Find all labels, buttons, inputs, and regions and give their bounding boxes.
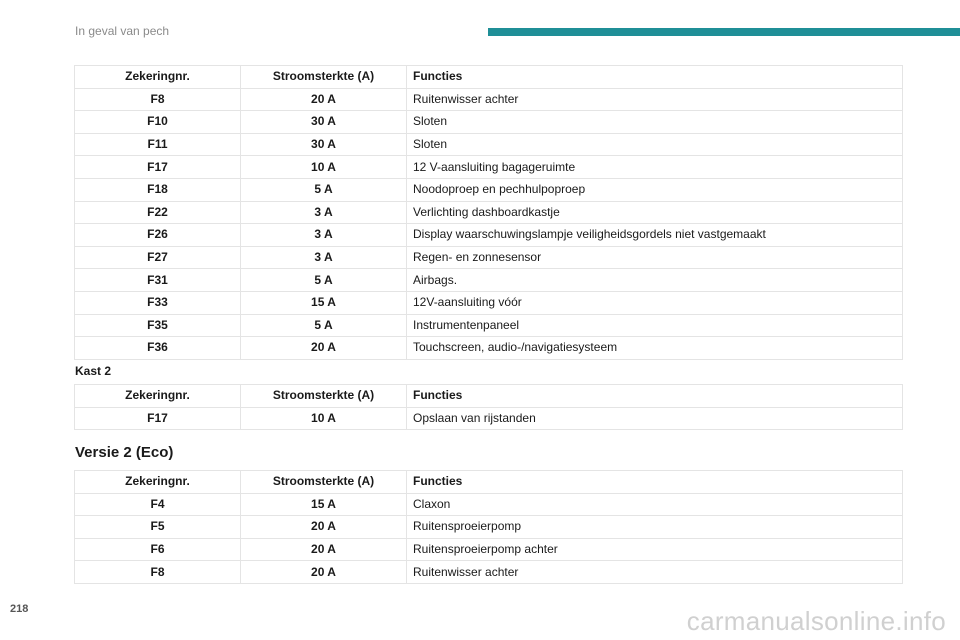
- fuse-number-cell: F4: [75, 493, 241, 516]
- page-number: 218: [10, 603, 29, 615]
- amperage-cell: 30 A: [241, 133, 407, 156]
- table-row: [75, 538, 903, 561]
- table-row: [75, 246, 903, 269]
- function-cell: Ruitenwisser achter: [407, 88, 903, 111]
- column-header-functions: Functies: [407, 471, 903, 494]
- function-cell: 12V-aansluiting vóór: [407, 291, 903, 314]
- table-header-row: [75, 385, 903, 408]
- function-cell: Noodoproep en pechhulpoproep: [407, 178, 903, 201]
- fuse-number-cell: F36: [75, 337, 241, 360]
- fuse-table-main: [74, 65, 903, 360]
- column-header-functions: Functies: [407, 66, 903, 89]
- amperage-cell: 5 A: [241, 269, 407, 292]
- function-cell: Sloten: [407, 111, 903, 134]
- table-row: [75, 561, 903, 584]
- fuse-number-cell: F10: [75, 111, 241, 134]
- versie2-title: Versie 2 (Eco): [75, 444, 174, 461]
- fuse-table-versie2: [74, 470, 903, 584]
- amperage-cell: 20 A: [241, 88, 407, 111]
- column-header-fuse: Zekeringnr.: [75, 385, 241, 408]
- function-cell: Airbags.: [407, 269, 903, 292]
- function-cell: Display waarschuwingslampje veiligheidsgordels niet vastgemaakt: [407, 224, 903, 247]
- fuse-number-cell: F35: [75, 314, 241, 337]
- fuse-number-cell: F5: [75, 516, 241, 539]
- table-row: [75, 493, 903, 516]
- table-row: [75, 516, 903, 539]
- table-row: [75, 269, 903, 292]
- kast2-label: Kast 2: [75, 364, 112, 378]
- amperage-cell: 20 A: [241, 561, 407, 584]
- function-cell: Ruitenwisser achter: [407, 561, 903, 584]
- amperage-cell: 3 A: [241, 246, 407, 269]
- watermark-text: carmanualsonline.info: [686, 606, 946, 636]
- amperage-cell: 10 A: [241, 407, 407, 430]
- fuse-number-cell: F6: [75, 538, 241, 561]
- amperage-cell: 15 A: [241, 291, 407, 314]
- column-header-fuse: Zekeringnr.: [75, 471, 241, 494]
- function-cell: Sloten: [407, 133, 903, 156]
- table-row: [75, 156, 903, 179]
- function-cell: Verlichting dashboardkastje: [407, 201, 903, 224]
- fuse-number-cell: F17: [75, 407, 241, 430]
- table-row: [75, 224, 903, 247]
- table-row: [75, 111, 903, 134]
- table-row: [75, 178, 903, 201]
- function-cell: Ruitensproeierpomp: [407, 516, 903, 539]
- fuse-number-cell: F27: [75, 246, 241, 269]
- function-cell: Claxon: [407, 493, 903, 516]
- table-header-row: [75, 471, 903, 494]
- fuse-number-cell: F17: [75, 156, 241, 179]
- amperage-cell: 3 A: [241, 224, 407, 247]
- section-header-title: In geval van pech: [75, 24, 170, 38]
- table-row: [75, 407, 903, 430]
- table-row: [75, 88, 903, 111]
- function-cell: Regen- en zonnesensor: [407, 246, 903, 269]
- function-cell: Opslaan van rijstanden: [407, 407, 903, 430]
- fuse-number-cell: F18: [75, 178, 241, 201]
- fuse-number-cell: F33: [75, 291, 241, 314]
- column-header-amps: Stroomsterkte (A): [241, 66, 407, 89]
- table-row: [75, 291, 903, 314]
- function-cell: Ruitensproeierpomp achter: [407, 538, 903, 561]
- function-cell: 12 V-aansluiting bagageruimte: [407, 156, 903, 179]
- amperage-cell: 3 A: [241, 201, 407, 224]
- amperage-cell: 5 A: [241, 178, 407, 201]
- function-cell: Touchscreen, audio-/navigatiesysteem: [407, 337, 903, 360]
- amperage-cell: 20 A: [241, 516, 407, 539]
- table-row: [75, 337, 903, 360]
- table-row: [75, 133, 903, 156]
- fuse-table-kast2: [74, 384, 903, 430]
- amperage-cell: 15 A: [241, 493, 407, 516]
- fuse-number-cell: F26: [75, 224, 241, 247]
- amperage-cell: 30 A: [241, 111, 407, 134]
- fuse-number-cell: F31: [75, 269, 241, 292]
- fuse-number-cell: F11: [75, 133, 241, 156]
- amperage-cell: 10 A: [241, 156, 407, 179]
- fuse-number-cell: F8: [75, 561, 241, 584]
- function-cell: Instrumentenpaneel: [407, 314, 903, 337]
- amperage-cell: 20 A: [241, 337, 407, 360]
- table-row: [75, 314, 903, 337]
- amperage-cell: 5 A: [241, 314, 407, 337]
- column-header-functions: Functies: [407, 385, 903, 408]
- column-header-fuse: Zekeringnr.: [75, 66, 241, 89]
- table-header-row: [75, 66, 903, 89]
- column-header-amps: Stroomsterkte (A): [241, 471, 407, 494]
- amperage-cell: 20 A: [241, 538, 407, 561]
- column-header-amps: Stroomsterkte (A): [241, 385, 407, 408]
- header-accent-bar: [488, 28, 960, 36]
- table-row: [75, 201, 903, 224]
- fuse-number-cell: F8: [75, 88, 241, 111]
- fuse-number-cell: F22: [75, 201, 241, 224]
